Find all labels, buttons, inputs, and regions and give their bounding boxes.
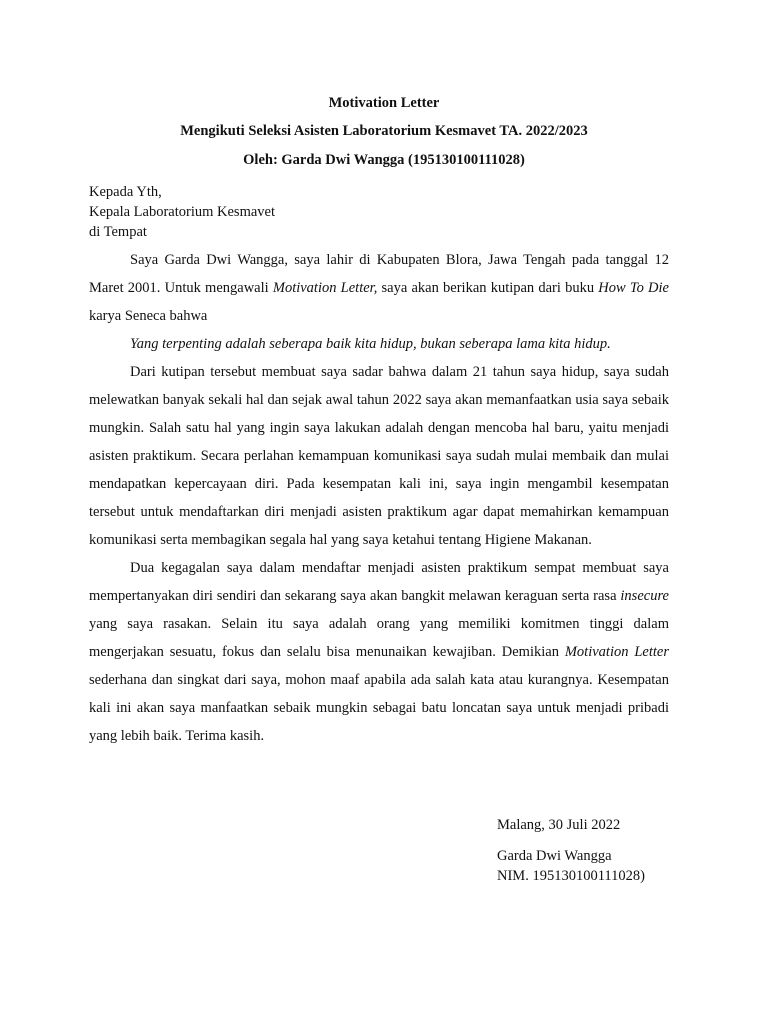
address-line-2: Kepala Laboratorium Kesmavet [89, 204, 276, 220]
recipient-address [89, 182, 275, 242]
paragraph-reflection: Dari kutipan tersebut membuat saya sadar bahwa dalam 21 tahun saya hidup, saya sudah melewatkan banyak sekali hal dan sejak awal tahun 2022 saya akan memanfaatkan usia saya sebaik mungkin. Salah satu hal yang ingin saya lakukan adalah dengan mencoba hal baru, yaitu menjadi asisten praktikum. Secara perlahan kemampuan komunikasi saya sudah mulai membaik dan mulai mendapatkan kepercayaan diri. Pada kesempatan kali ini, saya ingin mengambil kesempatan tersebut untuk mendaftarkan diri menjadi asisten praktikum agar dapat memahirkan kemampuan komunikasi serta membagikan segala hal yang saya ketahui tentang Higiene Makanan. [89, 364, 669, 548]
signer-nim: NIM. 195130100111028) [497, 868, 645, 884]
paragraph-closing-text-1: Dua kegagalan saya dalam mendaftar menjadi asisten praktikum sempat membuat saya mempertanyakan diri sendiri dan sekarang saya akan bangkit melawan keraguan serta rasa [89, 560, 669, 604]
paragraph-closing [89, 554, 669, 750]
letter-subtitle: Mengikuti Seleksi Asisten Laboratorium Kesmavet TA. 2022/2023 [180, 123, 588, 139]
address-line-3: di Tempat [89, 224, 147, 240]
letter-body [89, 246, 669, 750]
paragraph-intro-text-2: saya akan berikan kutipan dari buku [377, 280, 599, 296]
paragraph-intro-text-1: Saya Garda Dwi Wangga, saya lahir di Kabupaten Blora, Jawa Tengah pada tanggal 12 Maret 2001. Untuk mengawali [89, 252, 669, 296]
signature-block [497, 815, 645, 886]
paragraph-intro-italic-2: How To Die [598, 280, 669, 296]
letter-author-line: Oleh: Garda Dwi Wangga (195130100111028) [243, 152, 525, 168]
paragraph-closing-text-3: sederhana dan singkat dari saya, mohon maaf apabila ada salah kata atau kurangnya. Kesempatan kali ini akan saya manfaatkan sebaik mungkin sebagai batu loncatan saya untuk menjadi pribadi yang lebih baik. Terima kasih. [89, 672, 669, 744]
paragraph-closing-text-2: yang saya rasakan. Selain itu saya adalah orang yang memiliki komitmen tinggi dalam mengerjakan sesuatu, fokus dan selalu bisa menunaikan kewajiban. Demikian [89, 616, 669, 660]
paragraph-intro-text-3: karya Seneca bahwa [89, 308, 208, 324]
address-line-1: Kepada Yth, [89, 184, 162, 200]
paragraph-closing-italic-1: insecure [620, 588, 669, 604]
quote-line: Yang terpenting adalah seberapa baik kita hidup, bukan seberapa lama kita hidup. [130, 336, 611, 352]
paragraph-intro [89, 246, 669, 330]
place-date: Malang, 30 Juli 2022 [497, 817, 621, 833]
signer-name: Garda Dwi Wangga [497, 848, 612, 864]
paragraph-closing-italic-2: Motivation Letter [564, 644, 670, 660]
letter-title: Motivation Letter [328, 95, 440, 111]
paragraph-intro-italic-1: Motivation Letter, [272, 280, 378, 296]
